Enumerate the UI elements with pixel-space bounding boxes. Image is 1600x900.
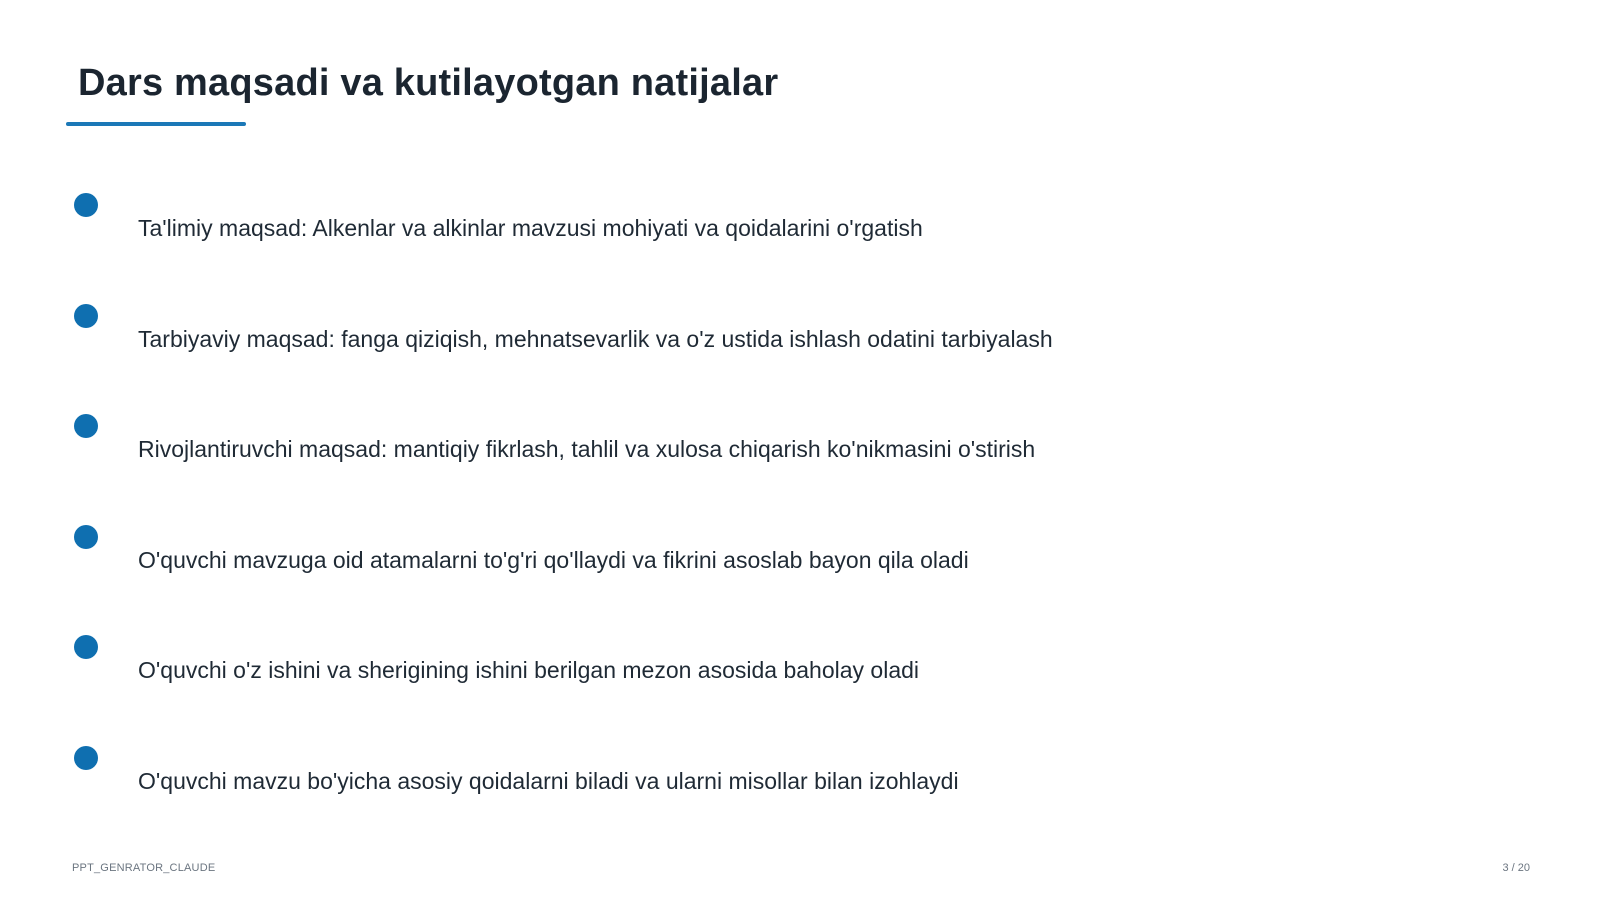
bullet-text: O'quvchi o'z ishini va sherigining ishini berilgan mezon asosida baholay oladi <box>138 657 920 683</box>
bullet-dot-icon <box>74 525 98 549</box>
bullet-text: O'quvchi mavzu bo'yicha asosiy qoidalarni biladi va ularni misollar bilan izohlaydi <box>138 768 959 794</box>
bullet-text: O'quvchi mavzuga oid atamalarni to'g'ri qo'llaydi va fikrini asoslab bayon qila oladi <box>138 547 969 573</box>
footer-source: PPT_GENRATOR_CLAUDE <box>72 862 216 874</box>
bullet-dot-icon <box>74 414 98 438</box>
bullet-text: Ta'limiy maqsad: Alkenlar va alkinlar mavzusi mohiyati va qoidalarini o'rgatish <box>138 215 923 241</box>
list-item <box>0 746 1600 826</box>
bullet-dot-icon <box>74 193 98 217</box>
bullet-dot-icon <box>74 304 98 328</box>
list-item <box>0 304 1600 384</box>
list-item <box>0 525 1600 605</box>
bullet-text: Rivojlantiruvchi maqsad: mantiqiy fikrlash, tahlil va xulosa chiqarish ko'nikmasini o'stirish <box>138 436 1036 462</box>
bullet-dot-icon <box>74 635 98 659</box>
list-item <box>0 414 1600 494</box>
bullet-dot-icon <box>74 746 98 770</box>
bullet-text: Tarbiyaviy maqsad: fanga qiziqish, mehnatsevarlik va o'z ustida ishlash odatini tarbiyalash <box>138 326 1053 352</box>
page-number: 3 / 20 <box>1502 862 1530 874</box>
list-item <box>0 635 1600 715</box>
list-item <box>0 193 1600 273</box>
slide-title: Dars maqsadi va kutilayotgan natijalar <box>78 62 779 104</box>
